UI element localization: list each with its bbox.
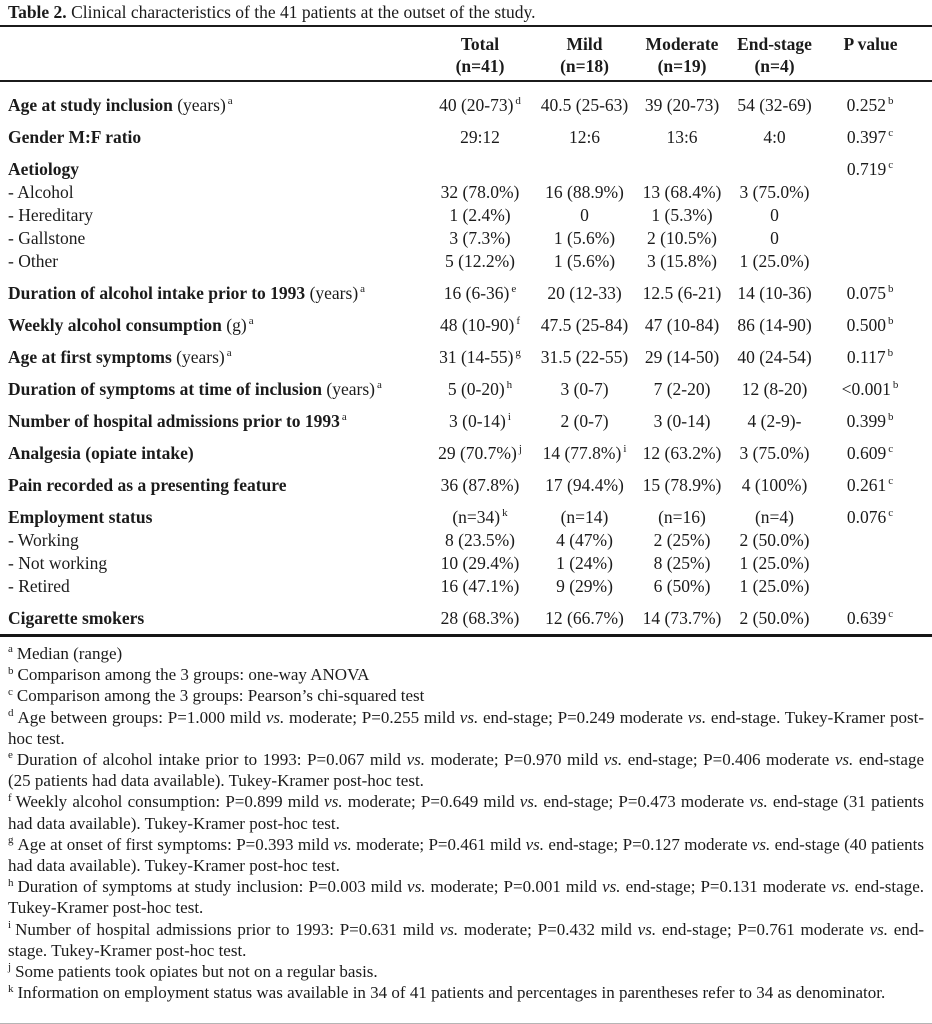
data-cell: 0.719 $^c$ xyxy=(846,159,894,179)
data-cell: 1 (25.0%) xyxy=(739,576,810,596)
column-header-line1: Moderate xyxy=(645,34,719,54)
row-label: Employment status xyxy=(8,507,153,527)
data-cell: 0.609 $^c$ xyxy=(846,443,894,463)
row-label: Aetiology xyxy=(8,159,79,179)
data-cell: 17 (94.4%) xyxy=(545,475,624,495)
table-row xyxy=(0,203,932,226)
data-cell: (n=16) xyxy=(658,507,706,527)
data-cell xyxy=(637,148,727,180)
data-cell: 4 (47%) xyxy=(556,530,613,550)
data-cell: 36 (87.8%) xyxy=(440,475,520,495)
data-cell: 29 (70.7%) $^j$ xyxy=(438,443,522,463)
column-header-line2: (n=41) xyxy=(455,56,505,76)
table-row xyxy=(0,180,932,203)
row-label: - Alcohol xyxy=(8,182,74,202)
data-cell: 48 (10-90) $^f$ xyxy=(439,315,521,335)
data-cell: 2 (50.0%) xyxy=(727,597,822,636)
footnote: $^k$ Information on employment status was available in 34 of 41 patients and percentages in parentheses refer to 34 as denominator. xyxy=(8,982,886,1003)
data-cell: 3 (0-7) xyxy=(560,379,609,399)
data-cell xyxy=(822,528,932,551)
table-row xyxy=(0,496,932,528)
column-header-empty xyxy=(0,27,428,81)
table-header xyxy=(0,27,932,81)
data-cell: 40.5 (25-63) xyxy=(540,95,629,115)
data-cell: 4 (100%) xyxy=(741,475,808,495)
row-label: - Hereditary xyxy=(8,205,94,225)
data-cell: 28 (68.3%) xyxy=(428,597,532,636)
data-cell xyxy=(822,574,932,597)
data-cell: 6 (50%) xyxy=(653,576,711,596)
data-cell: 4:0 xyxy=(763,127,786,147)
table-row xyxy=(0,574,932,597)
data-cell: 13:6 xyxy=(666,127,698,147)
data-cell xyxy=(822,180,932,203)
footnote: $^h$ Duration of symptoms at study inclusion: P=0.003 mild vs. moderate; P=0.001 mild vs. end-stage; P=0.131 moderate vs. end-stage. Tukey-Kramer post-hoc test. xyxy=(8,876,924,918)
column-header-total xyxy=(428,27,532,81)
table-row xyxy=(0,336,932,368)
data-cell: 32 (78.0%) xyxy=(440,182,520,202)
data-cell: 12.5 (6-21) xyxy=(642,283,722,303)
data-cell: 9 (29%) xyxy=(556,576,613,596)
data-cell: 40 (24-54) xyxy=(737,347,812,367)
data-cell: 1 (5.6%) xyxy=(553,228,616,248)
column-header-p-value xyxy=(822,27,932,81)
data-cell: 0 xyxy=(770,205,779,225)
row-label: Number of hospital admissions prior to 1993 $^a$ xyxy=(8,411,347,431)
table-row xyxy=(0,400,932,432)
data-cell: 7 (2-20) xyxy=(653,379,711,399)
row-label: Age at first symptoms (years) $^a$ xyxy=(8,347,232,367)
data-cell: 2 (0-7) xyxy=(560,411,609,431)
data-cell xyxy=(822,203,932,226)
data-cell: 8 (25%) xyxy=(653,553,711,573)
footnote: $^a$ Median (range) xyxy=(8,643,123,663)
data-cell: 3 (75.0%) xyxy=(739,182,810,202)
data-cell: 0.076 $^c$ xyxy=(846,507,894,527)
data-cell: 0.639 $^c$ xyxy=(822,597,932,636)
table-row xyxy=(0,368,932,400)
table-row xyxy=(0,272,932,304)
data-cell: 3 (15.8%) xyxy=(647,251,717,271)
row-label: Age at study inclusion (years) $^a$ xyxy=(8,95,233,115)
data-cell: 0 xyxy=(770,228,779,248)
column-header-line1: P value xyxy=(843,34,898,54)
column-header-line1: End-stage xyxy=(737,34,812,54)
data-cell: 12:6 xyxy=(568,127,601,147)
table-title xyxy=(0,0,932,27)
footnotes xyxy=(0,637,932,1003)
data-cell: 3 (0-14) xyxy=(653,411,711,431)
table-row xyxy=(0,81,932,116)
table-caption: Clinical characteristics of the 41 patients at the outset of the study. xyxy=(71,2,536,22)
table-body xyxy=(0,81,932,636)
header-row xyxy=(0,27,932,81)
data-cell: 2 (25%) xyxy=(653,530,711,550)
footnote: $^j$ Some patients took opiates but not on a regular basis. xyxy=(8,961,378,982)
footnote: $^c$ Comparison among the 3 groups: Pearson’s chi-squared test xyxy=(8,685,425,706)
data-cell: 5 (12.2%) xyxy=(445,251,515,271)
data-cell: 0.399 $^b$ xyxy=(846,411,894,431)
data-cell: 1 (24%) xyxy=(556,553,613,573)
data-cell: 47.5 (25-84) xyxy=(540,315,629,335)
data-cell: 86 (14-90) xyxy=(737,315,812,335)
data-cell xyxy=(822,226,932,249)
data-cell: (n=14) xyxy=(560,507,609,527)
column-header-end-stage xyxy=(727,27,822,81)
row-label: Duration of alcohol intake prior to 1993 (years) $^a$ xyxy=(8,283,366,303)
data-cell: 2 (50.0%) xyxy=(739,530,810,550)
footnote: $^d$ Age between groups: P=1.000 mild vs. moderate; P=0.255 mild vs. end-stage; P=0.249 moderate vs. end-stage. Tukey-Kramer post-hoc test. xyxy=(8,706,924,748)
data-cell: 16 (6-36) $^e$ xyxy=(443,283,517,303)
data-cell: 31.5 (22-55) xyxy=(540,347,629,367)
data-cell: 40 (20-73) $^d$ xyxy=(439,95,521,115)
data-cell: 15 (78.9%) xyxy=(642,475,722,495)
footnote: $^b$ Comparison among the 3 groups: one-way ANOVA xyxy=(8,664,370,685)
data-cell: (n=4) xyxy=(754,507,795,527)
data-cell: 12 (8-20) xyxy=(741,379,808,399)
table-row xyxy=(0,304,932,336)
column-header-line2: (n=18) xyxy=(560,56,609,76)
row-label: Duration of symptoms at time of inclusion (years) $^a$ xyxy=(8,379,382,399)
data-cell: 3 (7.3%) xyxy=(449,228,511,248)
table-row xyxy=(0,226,932,249)
row-label: Cigarette smokers xyxy=(0,597,428,636)
data-cell: 1 (5.3%) xyxy=(651,205,713,225)
column-header-mild xyxy=(532,27,637,81)
footnote: $^i$ Number of hospital admissions prior to 1993: P=0.631 mild vs. moderate; P=0.432 mild vs. end-stage; P=0.761 moderate vs. end-stage. Tukey-Kramer post-hoc test. xyxy=(8,918,924,960)
column-header-line1: Total xyxy=(460,34,500,54)
row-label: - Other xyxy=(8,251,59,271)
clinical-characteristics-table xyxy=(0,27,932,637)
row-label: - Gallstone xyxy=(8,228,86,248)
data-cell: 29:12 xyxy=(460,127,500,147)
table-row xyxy=(0,148,932,180)
data-cell: 0.075 $^b$ xyxy=(846,283,894,303)
table-row xyxy=(0,116,932,148)
data-cell: 0.397 $^c$ xyxy=(846,127,894,147)
data-cell: 16 (88.9%) xyxy=(545,182,624,202)
data-cell: 12 (63.2%) xyxy=(642,443,722,463)
row-label: - Working xyxy=(8,530,79,550)
row-label: - Retired xyxy=(8,576,70,596)
footnote: $^f$ Weekly alcohol consumption: P=0.899 mild vs. moderate; P=0.649 mild vs. end-stage; P=0.473 moderate vs. end-stage (31 patients had data available). Tukey-Kramer post-hoc test. xyxy=(8,791,924,833)
data-cell xyxy=(822,249,932,272)
data-cell: 3 (75.0%) xyxy=(739,443,810,463)
table-row xyxy=(0,551,932,574)
data-cell: 20 (12-33) xyxy=(547,283,622,303)
data-cell: 12 (66.7%) xyxy=(532,597,637,636)
data-cell: 14 (77.8%) $^i$ xyxy=(542,443,627,463)
data-cell: 4 (2-9)- xyxy=(747,411,802,431)
data-cell: 2 (10.5%) xyxy=(647,228,717,248)
row-label: Pain recorded as a presenting feature xyxy=(8,475,287,495)
data-cell: 0.261 $^c$ xyxy=(846,475,894,495)
data-cell xyxy=(428,148,532,180)
data-cell xyxy=(532,148,637,180)
row-label: Gender M:F ratio xyxy=(8,127,142,147)
column-header-moderate xyxy=(637,27,727,81)
data-cell: 31 (14-55) $^g$ xyxy=(439,347,521,367)
row-label: Weekly alcohol consumption (g) $^a$ xyxy=(8,315,254,335)
data-cell: 47 (10-84) xyxy=(644,315,720,335)
data-cell: 0.117 $^b$ xyxy=(846,347,894,367)
data-cell: 14 (73.7%) xyxy=(637,597,727,636)
data-cell: 39 (20-73) xyxy=(644,95,720,115)
data-cell: 16 (47.1%) xyxy=(440,576,520,596)
column-header-line2: (n=4) xyxy=(754,56,795,76)
data-cell: 29 (14-50) xyxy=(644,347,720,367)
table-row xyxy=(0,597,932,636)
data-cell: <0.001 $^b$ xyxy=(841,379,899,399)
data-cell: 14 (10-36) xyxy=(737,283,812,303)
data-cell: 5 (0-20) $^h$ xyxy=(447,379,513,399)
table-row xyxy=(0,464,932,496)
footnote: $^e$ Duration of alcohol intake prior to 1993: P=0.067 mild vs. moderate; P=0.970 mild vs. end-stage; P=0.406 moderate vs. end-stage (25 patients had data available). Tukey-Kramer post-hoc test. xyxy=(8,749,924,791)
data-cell: 54 (32-69) xyxy=(737,95,812,115)
data-cell: 0 xyxy=(580,205,589,225)
table-number: Table 2. xyxy=(8,2,67,22)
data-cell: 0.252 $^b$ xyxy=(846,95,894,115)
data-cell: (n=34) $^k$ xyxy=(452,507,508,527)
data-cell xyxy=(822,551,932,574)
column-header-line2: (n=19) xyxy=(657,56,707,76)
table-row xyxy=(0,432,932,464)
data-cell: 8 (23.5%) xyxy=(445,530,515,550)
data-cell: 1 (2.4%) xyxy=(449,205,511,225)
data-cell: 1 (5.6%) xyxy=(553,251,616,271)
table-row xyxy=(0,249,932,272)
footnote: $^g$ Age at onset of first symptoms: P=0.393 mild vs. moderate; P=0.461 mild vs. end-stage; P=0.127 moderate vs. end-stage (40 patients had data available). Tukey-Kramer post-hoc test. xyxy=(8,834,924,876)
row-label: Analgesia (opiate intake) xyxy=(8,443,194,463)
row-label: - Not working xyxy=(8,553,108,573)
data-cell: 1 (25.0%) xyxy=(739,251,810,271)
data-cell: 10 (29.4%) xyxy=(440,553,520,573)
data-cell: 13 (68.4%) xyxy=(642,182,722,202)
data-cell: 1 (25.0%) xyxy=(739,553,810,573)
column-header-line1: Mild xyxy=(566,34,603,54)
data-cell: 3 (0-14) $^i$ xyxy=(449,411,511,431)
data-cell xyxy=(727,148,822,180)
table-row xyxy=(0,528,932,551)
data-cell: 0.500 $^b$ xyxy=(846,315,894,335)
